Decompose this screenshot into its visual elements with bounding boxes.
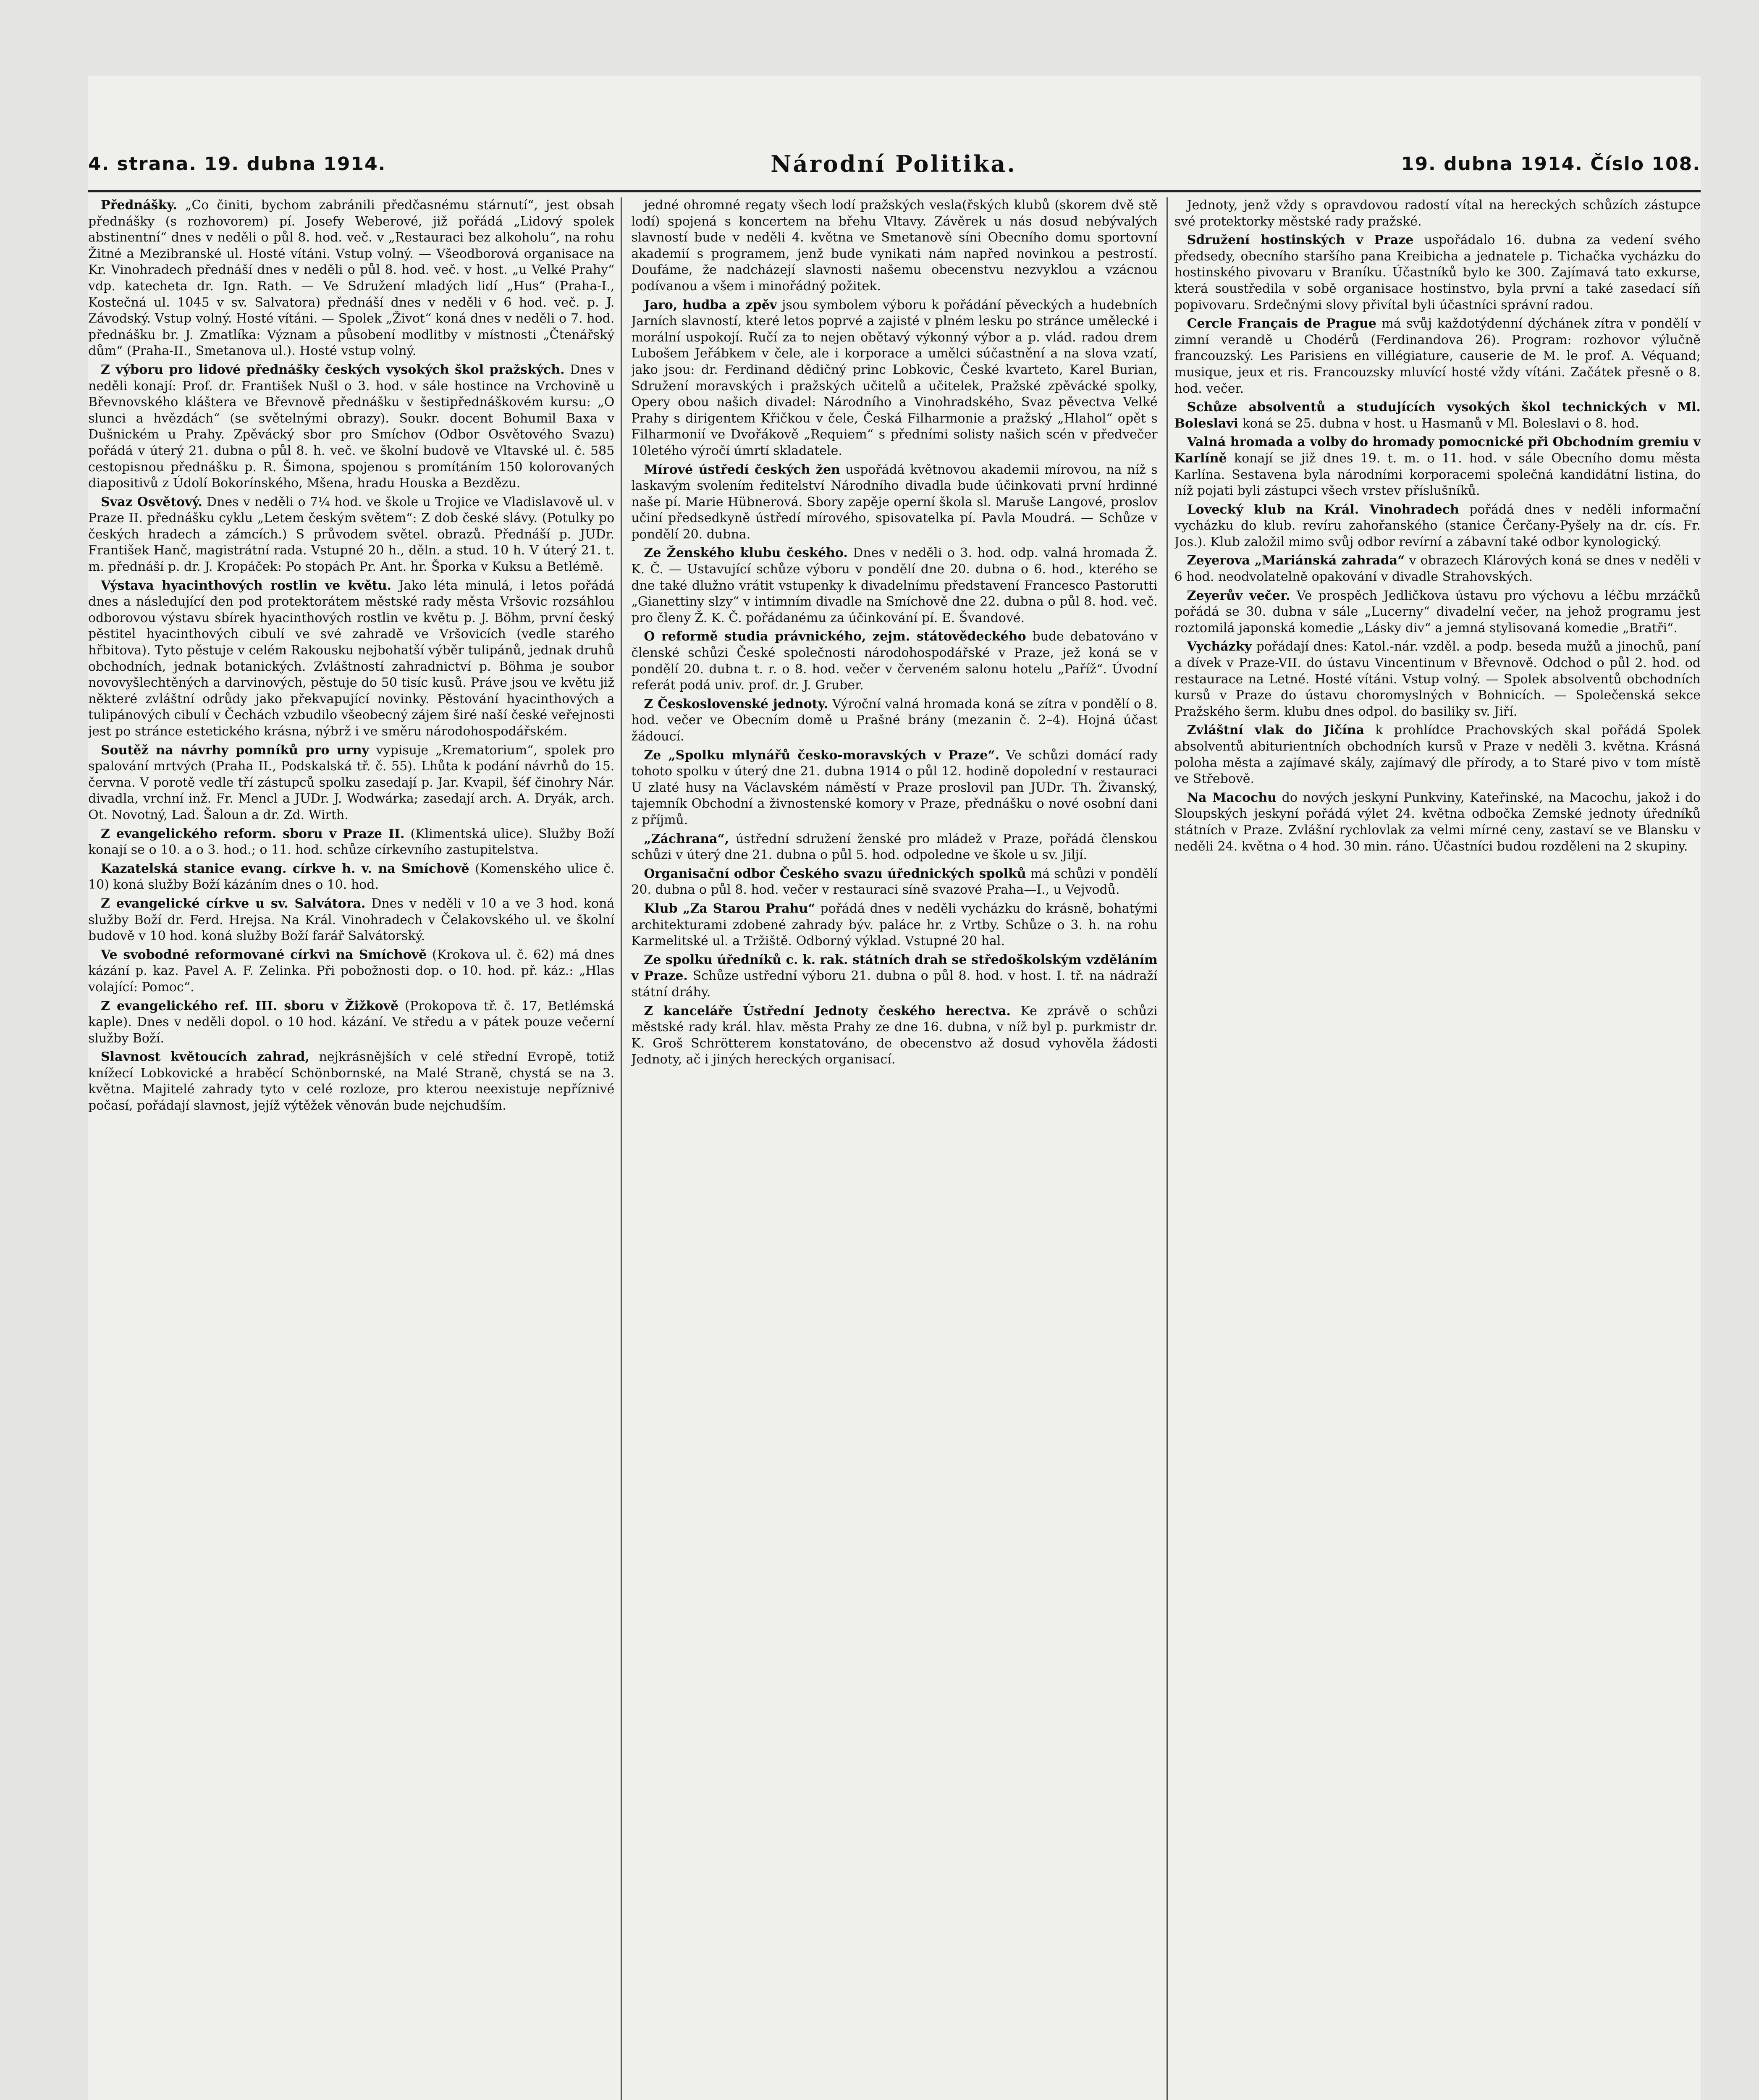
article-item (1174, 790, 1701, 855)
article-text: Jako léta minulá, i letos pořádá dnes a následující den pod protektorátem městské rady města Vršovic rozsáhlou odborovou výstavu sbírek hyacinthových rostlin ve květu p. J. Böhm, první český pěstitel hyacinthových cibulí ve své zahradě ve Vršovicích (vedle starého hřbitova). Tyto pěstuje v celém Rakousku nejbohatší výběr tulipánů, jednak druhů obchodních, jednak botanických. Zvláštností zahradnictví p. Böhma je soubor novovyšlechtěných a darvinových, pěstuje do 50 tisíc kusů. Práve jsou ve květu již některé zvláštní odrůdy jako překvapující novinky. Pěstování hyacinthových a tulipánových cibulí v Čechách vzbudilo všeobecný zájem širé naší české veřejnosti jest po stránce estetického krásna, nýbrž i ve směru národohospodářském. (88, 578, 615, 739)
article-item (1174, 502, 1701, 551)
column-3 (1174, 197, 1701, 2100)
article-item (631, 748, 1157, 829)
article-heading: Z evangelické církve u sv. Salvátora. (101, 896, 366, 911)
article-heading: Z výboru pro lidové přednášky českých vysokých škol pražských. (101, 362, 565, 377)
page-header (88, 139, 1701, 189)
newspaper-page (88, 76, 1701, 2100)
article-text: Dnes v neděli o 7¼ hod. ve škole u Trojice ve Vladislavově ul. v Praze II. přednášku cyklu „Letem českým světem“: Z dob české slávy. (Potulky po českých hradech a zámcích.) S průvodem světel. obrazů. Přednáší p. JUDr. František Hanč, magistrátní rada. Vstupné 20 h., děln. a stud. 10 h. V úterý 21. t. m. přednáší p. dr. J. Kropáček: Po stopách Pr. Ant. hr. Šporka v Kuksu a Betlémě. (88, 494, 615, 575)
article-heading: Ze Ženského klubu českého. (644, 546, 848, 561)
article-item (88, 578, 614, 740)
article-text: jsou symbolem výboru k pořádání pěveckých a hudebních Jarních slavností, které letos poprvé a zajisté v plném lesku po stránce umělecké i morální uspokojí. Ručí za to nejen obětavý výkonný výbor a p. vlád. radou drem Lubošem Jeřábkem v čele, ale i korporace a umělci súčastnění a na slova vzatí, jako jsou: dr. Ferdinand dědičný princ Lobkovic, České kvarteto, Karel Burian, Sdružení moravských i pražských učitelů a učitelek, Pražské zpěvácké spolky, Opery obou našich divadel: Národního a Vinohradského, Svaz pěvectva Velké Prahy s dirigentem Křičkou v čele, Česká Filharmonie a pražský „Hlahol“ opět s Filharmonií ve Dvořákově „Requiem“ s předními solisty našich scén v předvečer 10letého výročí úmrtí skladatele. (631, 297, 1158, 458)
article-item (88, 197, 614, 360)
article-heading: Z kanceláře Ústřední Jednoty českého herectva. (644, 1003, 1011, 1018)
article-heading: Z evangelického ref. III. sboru v Žižkově (101, 998, 399, 1013)
article-text: k prohlídce Prachovských skal pořádá Spolek absolventů abiturientních obchodních kursů v Praze v neděli 3. května. Krásná poloha města a zajímavé skály, zajímavý dle přírody, a to Staré pivo v tom místě ve Střebově. (1174, 723, 1701, 787)
article-item (1174, 639, 1701, 720)
article-heading: Valná hromada a volby do hromady pomocnické při Obchodním gremiu v Karlíně (1174, 435, 1701, 466)
article-text: Dnes v neděli konají: Prof. dr. František Nušl o 3. hod. v sále hostince na Vrchovině u Břevnovského kláštera ve Břevnově přednášku v šestipřednáškovém kursu: „O slunci a hvězdách“ (se světelnými obrazy). Soukr. docent Bohumil Baxa v Dušnickém u Prahy. Zpěvácký sbor pro Smíchov (Odbor Osvětového Svazu) pořádá v úterý 21. dubna o půl 8. h. več. ve školní budově ve Vltavské ul. č. 585 cestopisnou přednášku p. R. Šimona, spojenou s promítáním 150 kolorovaných diapositivů z Údolí Bokorínského, Mšena, hradu Houska a Bezdězu. (88, 362, 615, 491)
article-item (88, 861, 614, 893)
article-item (1174, 722, 1701, 787)
article-text: vypisuje „Krematorium“, spolek pro spalování mrtvých (Praha II., Podskalská tř. č. 55). Lhůta k podání návrhů do 15. června. V porotě vedle tří zástupců spolku zasedají p. Jar. Kvapil, šéf činohry Nár. divadla, vrchní inž. Fr. Mencl a JUDr. J. Wodwárka; zasedají arch. A. Dryák, arch. Ot. Novotný, Lad. Šaloun a dr. Zd. Wirth. (88, 743, 615, 822)
article-heading: O reformě studia právnického, zejm. státovědeckého (644, 629, 1026, 644)
article-text: (Komenského ulice č. 10) koná služby Boží kázáním dnes o 10. hod. (88, 861, 615, 892)
article-item (631, 952, 1157, 1001)
article-text: má svůj každotýdenní dýchánek zítra v pondělí v zimní verandě u Chodérů (Ferdinandova 26). Program: rozhovor výlučně francouzský. Les Parisiens en villégiature, causerie de M. le prof. A. Véquand; musique, jeux et ris. Francouzsky mluvící hosté vždy vítáni. Začátek přesně o 8. hod. večer. (1174, 316, 1701, 396)
article-columns (88, 197, 1701, 2100)
article-item (631, 197, 1157, 295)
article-item (1174, 399, 1701, 432)
article-text: konají se již dnes 19. t. m. o 11. hod. v sále Obecního domu města Karlína. Sestavena byla národními korporacemi společná kandidátní listina, do níž pojati byli zástupci všech vrstev příslušníků. (1174, 451, 1701, 499)
article-heading: Výstava hyacinthových rostlin ve květu. (101, 578, 392, 593)
article-item (631, 901, 1157, 950)
article-text: Výroční valná hromada koná se zítra v pondělí o 8. hod. večer ve Obecním domě u Prašné brány (mezanin č. 2–4). Hojná účast žádoucí. (631, 696, 1158, 744)
article-text: pořádá dnes v neděli informační vycházku do klub. revíru zahořanského (stanice Čerčany-Pyšely na dr. cís. Fr. Jos.). Klub založil mimo svůj odbor revírní a zábavní také odbor kynologický. (1174, 502, 1701, 549)
header-rule (88, 190, 1701, 192)
article-item (631, 462, 1157, 543)
article-heading: Klub „Za Starou Prahu“ (644, 901, 815, 916)
article-text: (Prokopova tř. č. 17, Betlémská kaple). Dnes v neděli dopol. o 10 hod. kázání. Ve středu a v pátek pouze večerní služby Boží. (88, 998, 615, 1046)
article-item (1174, 588, 1701, 637)
article-text: Schůze ustřední výboru 21. dubna o půl 8. hod. v host. I. tř. na nádraží státní dráhy. (631, 969, 1158, 1000)
article-text: (Klimentská ulice). Služby Boží konají se o 10. a o 3. hod.; o 11. hod. schůze církevního zastupitelstva. (88, 826, 615, 858)
article-heading: Vycházky (1187, 639, 1252, 654)
article-item (631, 545, 1157, 626)
article-heading: Cercle Français de Prague (1187, 316, 1376, 331)
article-item (88, 947, 614, 996)
article-heading: Z evangelického reform. sboru v Praze II. (101, 826, 405, 841)
article-heading: Schůze absolventů a studujících vysokých škol technických v Ml. Boleslavi (1174, 400, 1701, 431)
article-heading: Lovecký klub na Král. Vinohradech (1187, 502, 1459, 517)
article-text: Ve schůzi domácí rady tohoto spolku v úterý dne 21. dubna 1914 o půl 12. hodině dopolední v restauraci U zlaté husy na Václavském náměstí v Praze proslovil pan JUDr. Th. Živanský, tajemník Obchodní a živnostenské komory v Praze, přednášku o nové osobní dani z příjmů. (631, 748, 1158, 827)
header-right: 19. dubna 1914. Číslo 108. (1401, 153, 1701, 175)
article-text: Dnes v neděli o 3. hod. odp. valná hromada Ž. K. Č. — Ustavující schůze výboru v pondělí dne 20. dubna o 6. hod., kterého se dne také dlužno vrátit vstupenky k divadelnímu představení Francesco Pastorutti „Gianettiny slzy“ v intimním divadle na Smíchově dne 22. dubna o půl 8. hod. več. pro členy Ž. K. Č. pořádanému za účinkování pí. E. Švandové. (631, 546, 1158, 625)
article-item (88, 896, 614, 945)
article-heading: Na Macochu (1187, 790, 1277, 805)
article-text: má schůzi v pondělí 20. dubna o půl 8. hod. večer v restauraci síně svazové Praha—I., u Vejvodů. (631, 866, 1158, 898)
column-2 (631, 197, 1157, 2100)
article-heading: Mírové ústředí českých žen (644, 462, 840, 477)
article-heading: Sdružení hostinských v Praze (1187, 233, 1414, 248)
article-item (631, 831, 1157, 864)
article-heading: „Záchrana“, (644, 831, 729, 846)
article-item (1174, 197, 1701, 230)
article-text: Ve prospěch Jedličkova ústavu pro výchovu a léčbu mrzáčků pořádá se 30. dubna v sále „Lucerny“ divadelní večer, na jehož programu jest roztomilá japonská komedie „Lásky div“ a jemná stylisovaná komedie „Bratři“. (1174, 588, 1701, 635)
article-item (88, 362, 614, 492)
article-text: nejkrásnějších v celé střední Evropě, totiž knížecí Lobkovické a hraběcí Schönbornské, na Malé Straně, chystá se na 3. května. Majitelé zahrady tyto v celé rozloze, pro kterou neexistuje nepříznivé počasí, pořádají slavnost, jejíž výtěžek věnován bude nejchudším. (88, 1050, 615, 1113)
article-text: Jednoty, jenž vždy s opravdovou radostí vítal na hereckých schůzích zástupce své protektorky městské rady pražské. (1174, 198, 1701, 229)
article-heading: Ze „Spolku mlynářů česko-moravských v Praze“. (644, 748, 1000, 763)
article-item (631, 696, 1157, 745)
article-text: pořádá dnes v neděli vycházku do krásně, bohatými architekturami zdobené zahrady býv. paláce hr. z Vrtby. Schůze o 3. h. na rohu Karmelitské ul. a Tržiště. Odborný výklad. Vstupné 20 hal. (631, 901, 1158, 949)
article-item (631, 629, 1157, 693)
article-text: v obrazech Klárových koná se dnes v neděli v 6 hod. neodvolatelně opakování v divadle Strahovských. (1174, 553, 1701, 585)
article-heading: Soutěž na návrhy pomníků pro urny (101, 743, 369, 758)
article-text: uspořádá květnovou akademii mírovou, na níž s laskavým svolením ředitelství Národního divadla bude účinkovati první hrdinné naše pí. Marie Hübnerová. Sbory zapěje operní škola sl. Maruše Langové, proslov učiní předsedkyně ústředí mírového, spisovatelka pí. Pavla Moudrá. — Schůze v pondělí 20. dubna. (631, 462, 1158, 542)
column-1 (88, 197, 614, 2100)
article-heading: Ze spolku úředníků c. k. rak. státních drah se středoškolským vzděláním v Praze. (631, 952, 1158, 984)
article-text: uspořádalo 16. dubna za vedení svého předsedy, obecního staršího pana Kreibicha a jednatele p. Tichačka vycházku do hostinského pivovaru v Braníku. Účastníků bylo ke 300. Zajímavá tato exkurse, která soustředila v sobě organisace hostinstvo, byla první a také zasedací síň popivovaru. Srdečnými slovy přivítal byli účastníci správní radou. (1174, 233, 1701, 312)
article-heading: Ve svobodné reformované církvi na Smíchově (101, 947, 427, 962)
article-text: Ke zprávě o schůzi městské rady král. hlav. města Prahy ze dne 16. dubna, v níž byl p. purkmistr dr. K. Groš Schrötterem konstatováno, de obecenstvo až dosud vyhověla žádosti Jednoty, ač i jiných hereckých organisací. (631, 1003, 1158, 1067)
article-heading: Organisační odbor Českého svazu úřednických spolků (644, 866, 1026, 881)
article-item (88, 1049, 614, 1114)
article-text: pořádají dnes: Katol.-nár. vzděl. a podp. beseda mužů a jinochů, paní a dívek v Praze-VII. do ústavu Vincentinum v Břevnově. Odchod o půl 2. hod. od restaurace na Letné. Hosté vítáni. Vstup volný. — Spolek absolventů obchodních kursů v Praze do ústavu choromyslných v Bohnicích. — Společenská sekce Pražského šerm. klubu dnes odpol. do basiliky sv. Jiří. (1174, 639, 1701, 719)
article-heading: Zvláštní vlak do Jičína (1187, 723, 1364, 738)
header-left: 4. strana. 19. dubna 1914. (88, 153, 386, 175)
article-item (1174, 434, 1701, 499)
article-heading: Svaz Osvětový. (101, 494, 202, 509)
article-item (88, 826, 614, 858)
article-heading: Jaro, hudba a zpěv (644, 297, 777, 312)
newspaper-title: Národní Politika. (771, 150, 1017, 177)
article-text: jedné ohromné regaty všech lodí pražských vesla(řských klubů (skorem dvě stě lodí) spojená s koncertem na břehu Vltavy. Závěrek u nás dosud nebývalých slavností bude v neděli 4. května ve Smetanově síni Obecního domu sportovní akademií s programem, jenž bude vynikati nám napřed novinkou a pestrostí. Doufáme, že nadcházejí slavnosti našemu obecenstvu nezvyklou a vzácnou podívanou a všem i minořádný požitek. (631, 198, 1158, 294)
article-heading: Zeyerova „Mariánská zahrada“ (1187, 553, 1405, 568)
article-item (1174, 316, 1701, 397)
article-heading: Slavnost květoucích zahrad, (101, 1050, 309, 1065)
article-item (631, 866, 1157, 898)
article-item (1174, 553, 1701, 585)
article-text: Dnes v neděli v 10 a ve 3 hod. koná služby Boží dr. Ferd. Hrejsa. Na Král. Vinohradech v Čelakovského ul. ve školní budově v 10 hod. koná služby Boží farář Salvátorský. (88, 896, 615, 944)
article-text: koná se 25. dubna v host. u Hasmanů v Ml. Boleslavi o 8. hod. (1242, 416, 1639, 431)
article-item (88, 494, 614, 575)
article-text: (Krokova ul. č. 62) má dnes kázání p. kaz. Pavel A. F. Zelinka. Při pobožnosti dop. o 10. hod. př. káz.: „Hlas volající: Pomoc“. (88, 947, 615, 995)
article-text: do nových jeskyní Punkviny, Kateřinské, na Macochu, jakož i do Sloupských jeskyní pořádá výlet 24. května odbočka Zemské jednoty úředníků státních v Praze. Zvlášní rychlovlak za velmi mírné ceny, zastaví se ve Blansku v neděli 24. května o 4 hod. 30 min. ráno. Účastníci budou rozděleni na 2 skupiny. (1174, 790, 1701, 854)
article-item (631, 297, 1157, 459)
article-text: bude debatováno v členské schůzi České společnosti národohospodářské v Praze, jež koná se v pondělí 20. dubna t. r. o 8. hod. večer v červeném salonu hotelu „Paříž“. Úvodní referát podá univ. prof. dr. J. Gruber. (631, 629, 1158, 693)
article-item (88, 998, 614, 1047)
article-heading: Kazatelská stanice evang. církve h. v. na Smíchově (101, 861, 469, 876)
article-item (88, 743, 614, 824)
article-heading: Zeyerův večer. (1187, 588, 1290, 603)
article-heading: Přednášky. (101, 198, 177, 213)
article-text: „Co činiti, bychom zabránili předčasnému stárnutí“, jest obsah přednášky (s rozhovorem) pí. Josefy Weberové, již pořádá „Lidový spolek abstinentní“ dnes v neděli o půl 8. hod. več. v „Restauraci bez alkoholu“, na rohu Žitné a Mezibranské ul. Hosté vítáni. Vstup volný. — Všeodborová organisace na Kr. Vinohradech přednáší dnes v neděli o půl 8. hod. več. v host. „u Velké Prahy“ vdp. katecheta dr. Ign. Rath. — Ve Sdružení mladých lidí „Hus“ (Praha-I., Kostečná ul. 1045 v sv. Salvatora) přednáší dnes v neděli v 6 hod. več. p. J. Závodský. Vstup volný. Hosté vítáni. — Spolek „Život“ koná dnes v neděli o 7. hod. přednášku br. J. Zmatlíka: Význam a působení modlitby v místnosti „Čtenářský dům“ (Praha-II., Smetanova ul.). Hosté vstup volný. (88, 198, 615, 359)
article-heading: Z Československé jednoty. (644, 696, 828, 711)
article-item (1174, 232, 1701, 313)
article-text: ústřední sdružení ženské pro mládež v Praze, pořádá členskou schůzi v úterý dne 21. dubna o půl 5. hod. odpoledne ve škole u sv. Jiljí. (631, 831, 1158, 863)
article-item (631, 1003, 1157, 1068)
